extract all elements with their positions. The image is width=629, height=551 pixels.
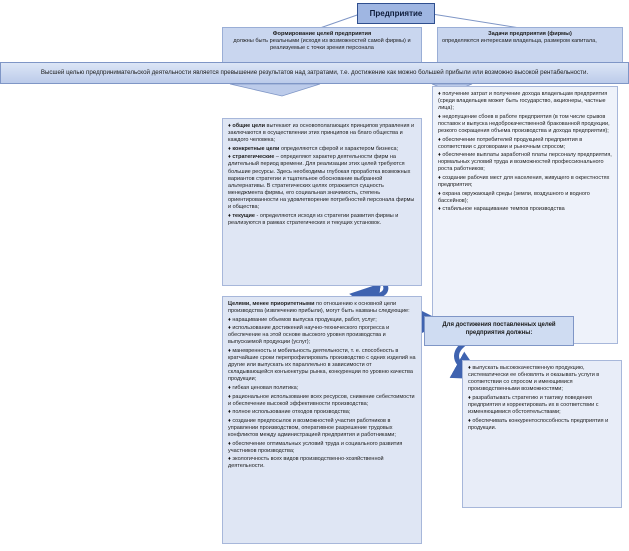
list-item: ♦ экологичность всех видов производственно-хозяйственной деятельности. (228, 456, 384, 470)
goals-formation-text: должны быть реальными (исходя из возможностей самой фирмы) и реализуемые с точки зрения персонала (233, 38, 411, 51)
list-item: ♦ обеспечение оптимальных условий труда и социального развития участников производства; (228, 440, 403, 454)
list-item: ♦ стратегические – определяют характер деятельности фирм на длительный период времени. Для реализации этих целей требуются большие ресурсы. Здесь необходимы глубокая проработка возможных вариантов стратегии и тщательное обоснование выбранной альтернативы. В стратегических целях отражается сущность менеджмента фирмы, его социальная значимость, степень ориентированности на удовлетворение потребностей персонала фирмы и общества; (228, 154, 415, 211)
list-item: ♦ обеспечение выплаты заработной платы персоналу предприятия, нормальных условий труда и возможностей профессионального роста работников; (438, 152, 612, 173)
secondary-goals-panel (222, 296, 422, 544)
banner-pointer (230, 84, 320, 96)
list-item: ♦ стабильное наращивание темпов производства (438, 206, 565, 213)
tasks-title: Задачи предприятия (фирмы) (488, 31, 572, 37)
tasks-callout (437, 27, 623, 63)
list-item: ♦ выпускать высококачественную продукцию, систематически ее обновлять и оказывать услуги в соответствии со спросом и имеющимися производственными возможностями; (468, 365, 600, 393)
list-item: ♦ разрабатывать стратегию и тактику поведения предприятия и корректировать их в соответствии с изменяющимися обстоятельствами; (468, 394, 599, 416)
title-connector-right (432, 14, 520, 28)
list-item: ♦ общие цели вытекают из основополагающих принципов управления и заключаются в осуществлении этих принципов на благо общества и каждого человека; (228, 123, 415, 144)
list-item: ♦ создание предпосылок и возможностей участия работников в управлении производством, оперативное разрешение трудовых конфликтов между администрацией предприятия и работниками; (228, 417, 396, 439)
list-item: ♦ наращивание объемов выпуска продукции, работ, услуг; (228, 316, 377, 323)
panel-intro: Целями, менее приоритетными по отношению к основной цели производства (извлечению прибыли), могут быть названы следующие: (228, 301, 410, 315)
list-item: ♦ получение затрат и получение дохода владельцам предприятия (среди владельцев может быть государство, акционеры, частные лица); (438, 91, 608, 112)
main-goal-banner: Высшей целью предпринимательской деятельности является превышение результатов над затратами, т.е. достижение как можно большей прибыли или возможно высокой рентабельности. (0, 62, 629, 84)
list-item: ♦ охрана окружающей среды (земли, воздушного и водного бассейнов); (438, 190, 590, 204)
list-item: ♦ обеспечение потребителей продукцией предприятия в соответствии с договорами и рыночным спросом; (438, 136, 583, 150)
list-item: ♦ полное использование отходов производства; (228, 409, 351, 416)
goals-formation-callout (222, 27, 422, 63)
list-item: ♦ рациональное использование всех ресурсов, снижение себестоимости и обеспечение высокой эффективности производства; (228, 393, 415, 407)
list-item: ♦ обеспечивать конкурентоспособность предприятия и продукции. (468, 417, 609, 431)
goal-types-panel (222, 118, 422, 286)
goals-formation-title: Формирование целей предприятия (272, 31, 372, 37)
list-item: ♦ недопущение сбоев в работе предприятия (в том числе срывов поставок и выпуска недоброкачественной бракованной продукции, резкого сокращения объема производства и дохода предприятия); (438, 113, 610, 134)
title-connector-left (320, 14, 360, 28)
list-item: ♦ конкретные цели определяются сферой и характером бизнеса; (228, 145, 399, 152)
page-title: Предприятие (357, 3, 435, 24)
achievement-panel (462, 360, 622, 508)
achievement-header: Для достижения поставленных целей предприятия должны: (424, 316, 574, 346)
list-item: ♦ использование достижений научно-технического прогресса и обеспечение на этой основе высокого уровня производства и выпускаемой продукции (услуг); (228, 325, 390, 346)
list-item: ♦ текущие - определяются исходя из стратегии развития фирмы и реализуются в рамках стратегических и текущих установок. (228, 212, 399, 226)
tasks-text: определяются интересами владельца, размером капитала, (442, 38, 597, 44)
list-item: ♦ маневренность и мобильность деятельности, т. е. способность в кратчайшие сроки перепрофилировать производство с одних изделий на другие или выпускать их параллельно в зависимости от складывающейся конъюнктуры рынка, конкуренции по уровню качества продукции; (228, 348, 416, 383)
list-item: ♦ создание рабочих мест для населения, живущего в окрестностях предприятия; (438, 175, 610, 189)
tasks-list (432, 86, 618, 344)
list-item: ♦ гибкая ценовая политика; (228, 385, 299, 392)
